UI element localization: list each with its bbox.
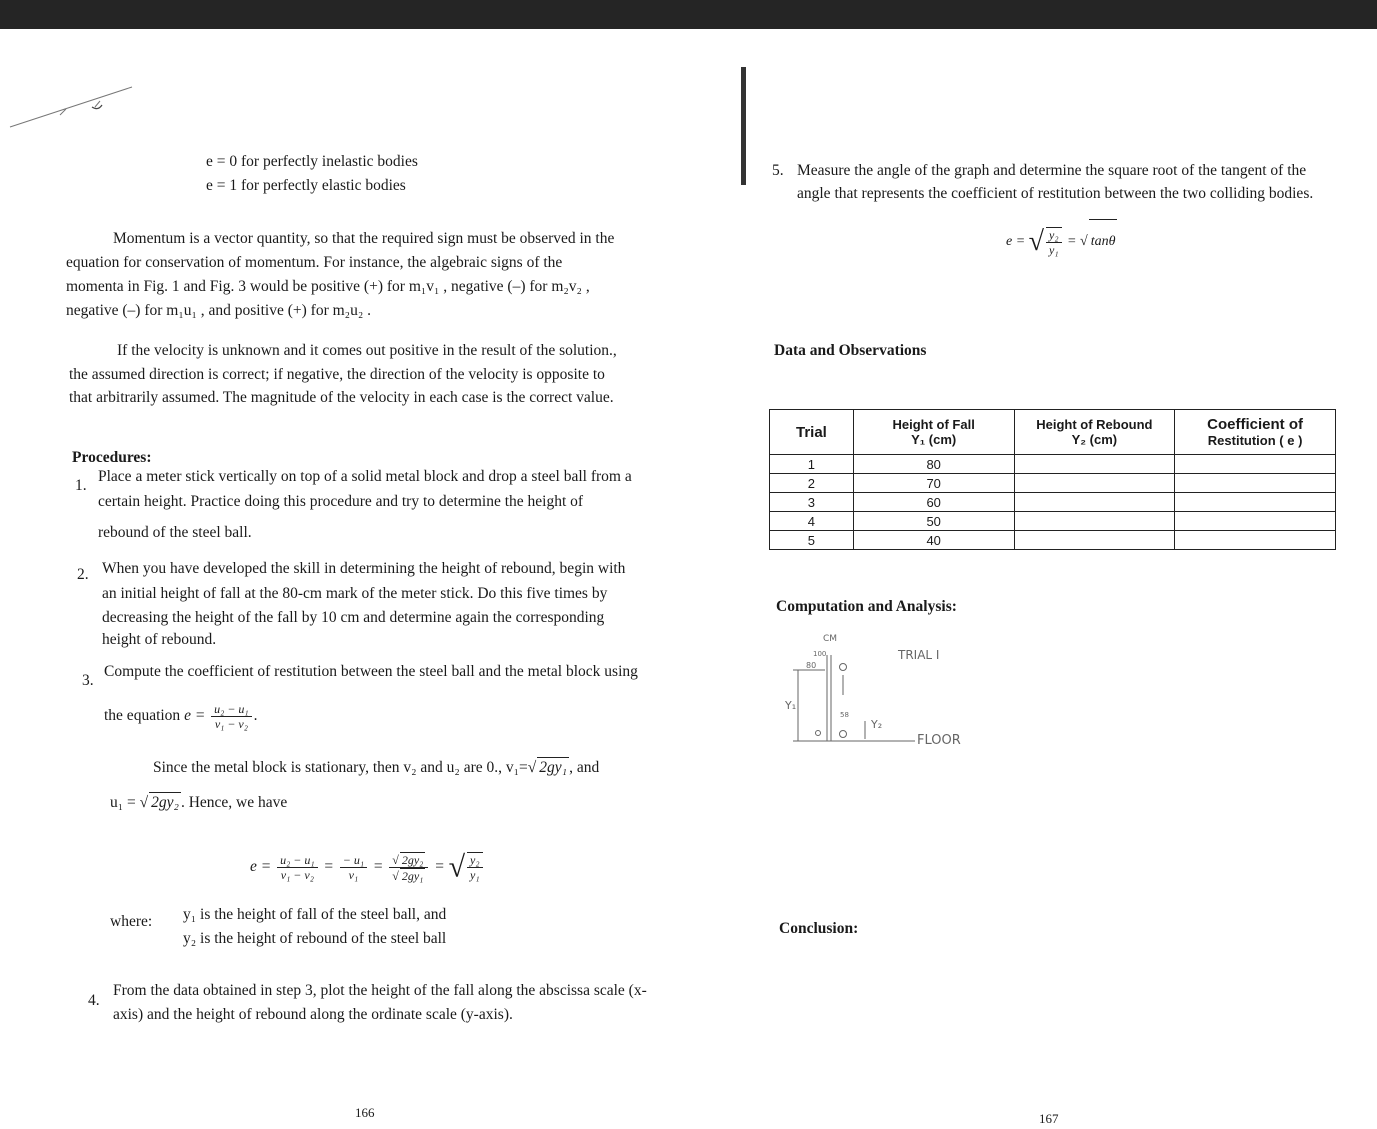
trial-sketch: [785, 629, 985, 754]
step-number: 3.: [82, 672, 94, 689]
since-text: u₁ =: [110, 794, 136, 811]
where-line-2: y₂ is the height of rebound of the steel ball: [183, 930, 447, 947]
e-def-inelastic: e = 0 for perfectly inelastic bodies: [206, 153, 418, 170]
cell-fall: 50: [853, 512, 1014, 531]
sketch-y2-label: Y₂: [871, 718, 883, 731]
fraction-4: [467, 852, 483, 882]
header-subtext: Y₂ (cm): [1071, 432, 1118, 447]
procedures-heading: Procedures:: [72, 449, 152, 466]
column-header-trial: [770, 410, 854, 455]
formula-lhs: e =: [1006, 234, 1026, 249]
fraction-numerator: √ 2gy₂: [389, 852, 428, 868]
paragraph-line: momenta in Fig. 1 and Fig. 3 would be positive (+) for m₁v₁ , negative (–) for m₂v₂ ,: [66, 278, 590, 295]
cell-coefficient: [1175, 512, 1336, 531]
equation-lhs: e =: [250, 858, 272, 875]
fraction-denominator: y₁: [470, 868, 480, 883]
cell-coefficient: [1175, 493, 1336, 512]
header-subtext: Y₁ (cm): [911, 432, 957, 447]
fraction-3: [389, 852, 428, 883]
cell-coefficient: [1175, 455, 1336, 474]
table-row: [770, 531, 1336, 550]
e-def-elastic: e = 1 for perfectly elastic bodies: [206, 177, 406, 194]
equation-lhs: e =: [184, 707, 206, 724]
paragraph-line: Momentum is a vector quantity, so that the required sign must be observed in the: [113, 230, 615, 247]
sketch-unit-label: CM: [823, 634, 838, 644]
cell-rebound: [1014, 455, 1175, 474]
page-number: 166: [355, 1105, 375, 1120]
fraction-numerator: u₂ − u₁: [277, 853, 317, 868]
left-page: [0, 29, 690, 1125]
step-number: 5.: [772, 162, 784, 179]
paragraph-line: If the velocity is unknown and it comes out positive in the result of the solution.,: [117, 342, 617, 359]
sqrt-expression: 2gy₁: [401, 868, 424, 883]
step-line: decreasing the height of the fall by 10 cm and determine again the corresponding: [102, 609, 605, 626]
cell-trial: 2: [770, 474, 854, 493]
cell-rebound: [1014, 493, 1175, 512]
equals-sign: =: [434, 858, 445, 875]
cell-trial: 1: [770, 455, 854, 474]
equals-sign: =: [372, 858, 384, 875]
sqrt-expression: 2gy₂: [401, 852, 424, 867]
paragraph-line: that arbitrarily assumed. The magnitude of the velocity in each case is the correct value.: [69, 389, 614, 406]
column-header-height-of-fall: [853, 410, 1014, 455]
table-row: [770, 474, 1336, 493]
data-observations-heading: Data and Observations: [774, 342, 927, 359]
equation-period: .: [253, 707, 258, 724]
column-header-height-of-rebound: [1014, 410, 1175, 455]
step-line: certain height. Practice doing this procedure and try to determine the height of: [98, 493, 584, 510]
coefficient-formula: [1006, 219, 1117, 264]
fraction-numerator: y₂: [1046, 228, 1062, 243]
where-line-1: y₁ is the height of fall of the steel ball, and: [183, 906, 447, 923]
step-line: height of rebound.: [102, 631, 217, 648]
fraction-numerator: y₂: [467, 853, 483, 868]
cell-coefficient: [1175, 474, 1336, 493]
step-number: 2.: [77, 566, 89, 583]
cell-fall: 40: [853, 531, 1014, 550]
sketch-ball-top: [840, 664, 847, 671]
window-top-bar: [0, 0, 1377, 29]
cell-rebound: [1014, 512, 1175, 531]
equals-sign: =: [323, 858, 334, 875]
sketch-mark-80: 80: [806, 661, 817, 670]
fraction-denominator: √ 2gy₁: [392, 868, 424, 883]
cell-coefficient: [1175, 531, 1336, 550]
table-row: [770, 455, 1336, 474]
sketch-y1-label: Y₁: [785, 699, 797, 712]
step-line: Place a meter stick vertically on top of a solid metal block and drop a steel ball from a: [98, 468, 632, 485]
cell-trial: 4: [770, 512, 854, 531]
cell-trial: 5: [770, 531, 854, 550]
fraction-denominator: y₁: [1049, 242, 1059, 257]
fraction-denominator: v₁: [348, 867, 359, 882]
sqrt-symbol: √: [1028, 225, 1045, 257]
sketch-mark-58: 58: [840, 711, 849, 719]
paragraph-line: negative (–) for m₁u₁ , and positive (+) for m₂u₂ .: [66, 302, 371, 319]
fraction-2: [340, 853, 367, 882]
fraction-numerator: u₂ − u₁: [211, 702, 251, 717]
table-row: [770, 493, 1336, 512]
header-text: Coefficient of: [1207, 416, 1304, 433]
step-line: When you have developed the skill in determining the height of rebound, begin with: [102, 560, 626, 577]
equation-line: [104, 696, 257, 736]
since-text-end: , and: [569, 759, 600, 776]
step-line: an initial height of fall at the 80-cm mark of the meter stick. Do this five times by: [102, 585, 608, 602]
where-label: where:: [110, 913, 153, 930]
since-line-2: [110, 792, 287, 813]
fraction-denominator: v₁ − v₂: [214, 716, 248, 731]
step-line: angle that represents the coefficient of restitution between the two colliding bodies.: [797, 185, 1314, 202]
since-text: Since the metal block is stationary, then v₂ and u₂ are 0., v₁=: [153, 759, 528, 776]
cell-trial: 3: [770, 493, 854, 512]
sqrt-symbol: √: [448, 850, 466, 884]
cell-fall: 70: [853, 474, 1014, 493]
sqrt-expression: 2gy₂: [151, 794, 179, 811]
derived-equation: [250, 844, 485, 890]
step-line: From the data obtained in step 3, plot the height of the fall along the abscissa scale (x-: [113, 982, 647, 999]
step-line: axis) and the height of rebound along the ordinate scale (y-axis).: [113, 1006, 513, 1023]
sqrt-expression: 2gy₁: [539, 759, 568, 776]
sketch-title: TRIAL I: [898, 648, 940, 662]
cell-rebound: [1014, 531, 1175, 550]
step-line: rebound of the steel ball.: [98, 524, 252, 541]
fraction-numerator: − u₁: [340, 853, 367, 868]
table-header-row: [770, 410, 1336, 455]
paragraph-line: the assumed direction is correct; if negative, the direction of the velocity is opposite to: [69, 366, 605, 383]
table-row: [770, 512, 1336, 531]
sqrt-symbol: √: [527, 759, 537, 776]
step-line: Compute the coefficient of restitution between the steel ball and the metal block using: [104, 663, 638, 680]
step-number: 4.: [88, 992, 100, 1009]
sqrt-symbol: √: [139, 794, 149, 811]
formula-fraction: [1046, 227, 1062, 257]
sqrt-expression: tanθ: [1089, 219, 1118, 264]
step-line: Measure the angle of the graph and determine the square root of the tangent of the: [797, 162, 1307, 179]
step-number: 1.: [75, 477, 87, 494]
sketch-ball-bottom: [840, 731, 847, 738]
data-table: [769, 409, 1336, 550]
since-text-end: . Hence, we have: [180, 794, 288, 811]
page-number: 167: [1039, 1111, 1059, 1126]
sketch-top-mark: 100: [813, 650, 827, 658]
cell-fall: 60: [853, 493, 1014, 512]
restitution-fraction: [211, 702, 251, 731]
computation-heading: Computation and Analysis:: [776, 598, 957, 615]
equation-prefix: the equation: [104, 707, 181, 724]
conclusion-heading: Conclusion:: [779, 920, 859, 937]
cell-rebound: [1014, 474, 1175, 493]
fraction-1: [277, 853, 317, 882]
header-subtext: Restitution ( e ): [1207, 433, 1303, 448]
header-text: Height of Fall: [892, 417, 975, 432]
sqrt-symbol: √: [1080, 234, 1088, 249]
column-header-coefficient: [1175, 410, 1336, 455]
cell-fall: 80: [853, 455, 1014, 474]
since-line-1: [153, 757, 599, 778]
fraction-denominator: v₁ − v₂: [280, 867, 314, 882]
header-text: Trial: [795, 423, 827, 441]
right-page: [690, 29, 1377, 1125]
sketch-floor-label: FLOOR: [917, 733, 961, 748]
header-text: Height of Rebound: [1036, 417, 1153, 432]
sketch-block: [816, 731, 821, 736]
paragraph-line: equation for conservation of momentum. For instance, the algebraic signs of the: [66, 254, 563, 271]
pen-mark-scribble: [0, 57, 140, 157]
equals-sign: =: [1067, 234, 1077, 249]
